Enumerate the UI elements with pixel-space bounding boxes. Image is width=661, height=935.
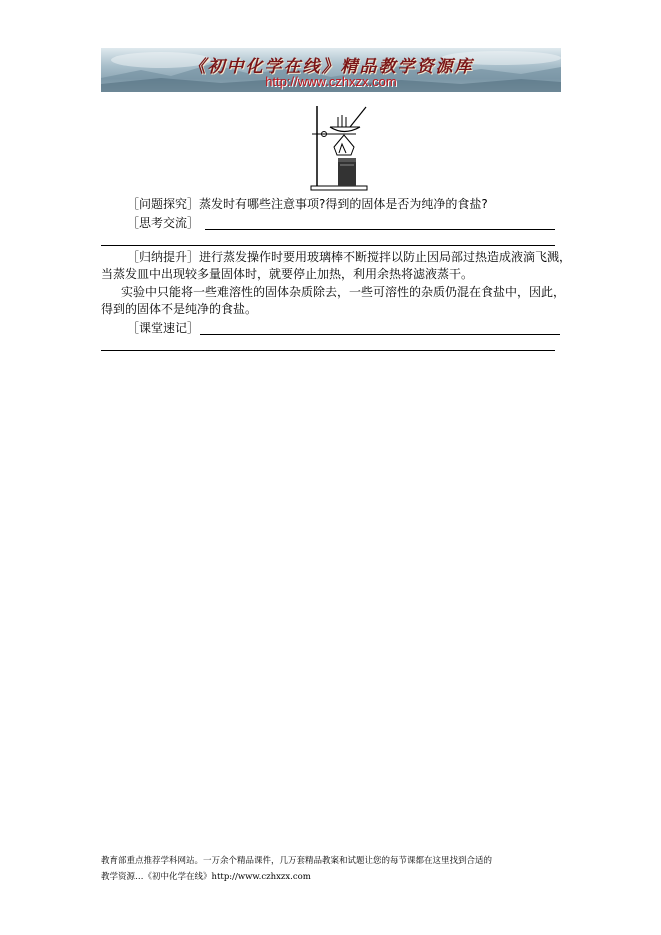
footer-link[interactable]: http://www.czhxzx.com [211, 872, 311, 882]
notes-label: ［课堂速记］ [127, 321, 200, 335]
question-label: ［问题探究］ [127, 197, 200, 211]
question-text: 蒸发时有哪些注意事项?得到的固体是否为纯净的食盐? [199, 197, 488, 211]
experiment-text-1: 实验中只能将一些难溶性的固体杂质除去，一些可溶性的杂质仍混在食盐中，因此， [121, 285, 566, 299]
footer-line-2 [101, 871, 311, 883]
think-label: ［思考交流］ [127, 216, 200, 230]
question-section [127, 196, 488, 212]
evaporation-apparatus-illustration [308, 103, 370, 193]
footer-prefix: 教学资源…《初中化学在线》 [101, 872, 212, 882]
experiment-text-2: 得到的固体不是纯净的食盐。 [101, 302, 258, 316]
summary-label: ［归纳提升］ [127, 250, 200, 264]
header-banner [101, 48, 561, 92]
banner-title: 《初中化学在线》精品教学资源库 [188, 57, 474, 77]
answer-line [205, 229, 555, 230]
footer-line-1: 教育部重点推荐学科网站。一万余个精品课件，几万套精品教案和试题让您的每节课都在这里找到合适的 [101, 856, 493, 866]
notes-line [101, 350, 555, 351]
summary-text-2: 当蒸发皿中出现较多量固体时，就要停止加热，利用余热将滤液蒸干。 [101, 267, 474, 281]
answer-line [101, 245, 555, 246]
summary-first-line [127, 249, 571, 265]
notes-line [200, 334, 560, 335]
summary-text-1: 进行蒸发操作时要用玻璃棒不断搅拌以防止因局部过热造成液滴飞溅， [199, 250, 572, 264]
banner-url: http://www.czhxzx.com [265, 74, 397, 89]
